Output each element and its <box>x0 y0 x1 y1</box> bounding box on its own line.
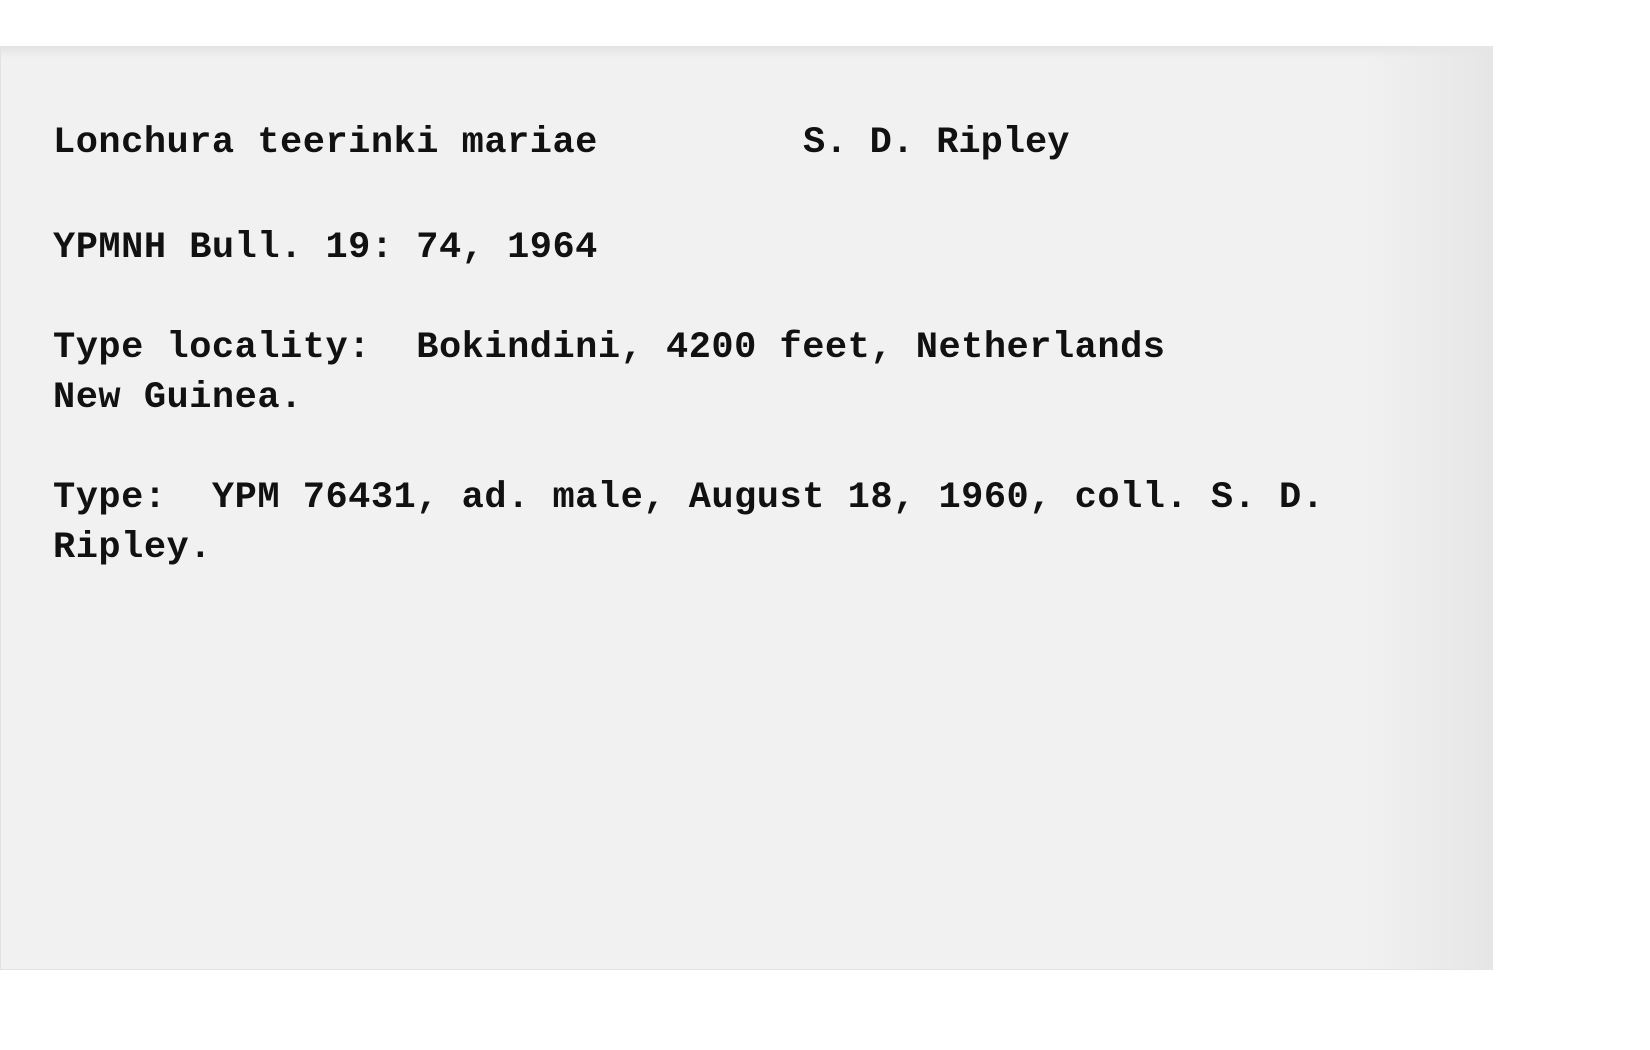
index-card <box>0 46 1493 970</box>
species-name: Lonchura teerinki mariae <box>53 122 598 164</box>
author-name: S. D. Ripley <box>803 122 1070 164</box>
type-locality-line-2: New Guinea. <box>53 377 303 419</box>
citation: YPMNH Bull. 19: 74, 1964 <box>53 227 598 269</box>
type-specimen-line-1: Type: YPM 76431, ad. male, August 18, 1960, coll. S. D. <box>53 477 1325 519</box>
type-specimen-line-2: Ripley. <box>53 527 212 569</box>
card-top-shadow <box>0 46 1493 58</box>
type-locality-line-1: Type locality: Bokindini, 4200 feet, Netherlands <box>53 327 1166 369</box>
card-right-shading <box>1363 46 1493 970</box>
